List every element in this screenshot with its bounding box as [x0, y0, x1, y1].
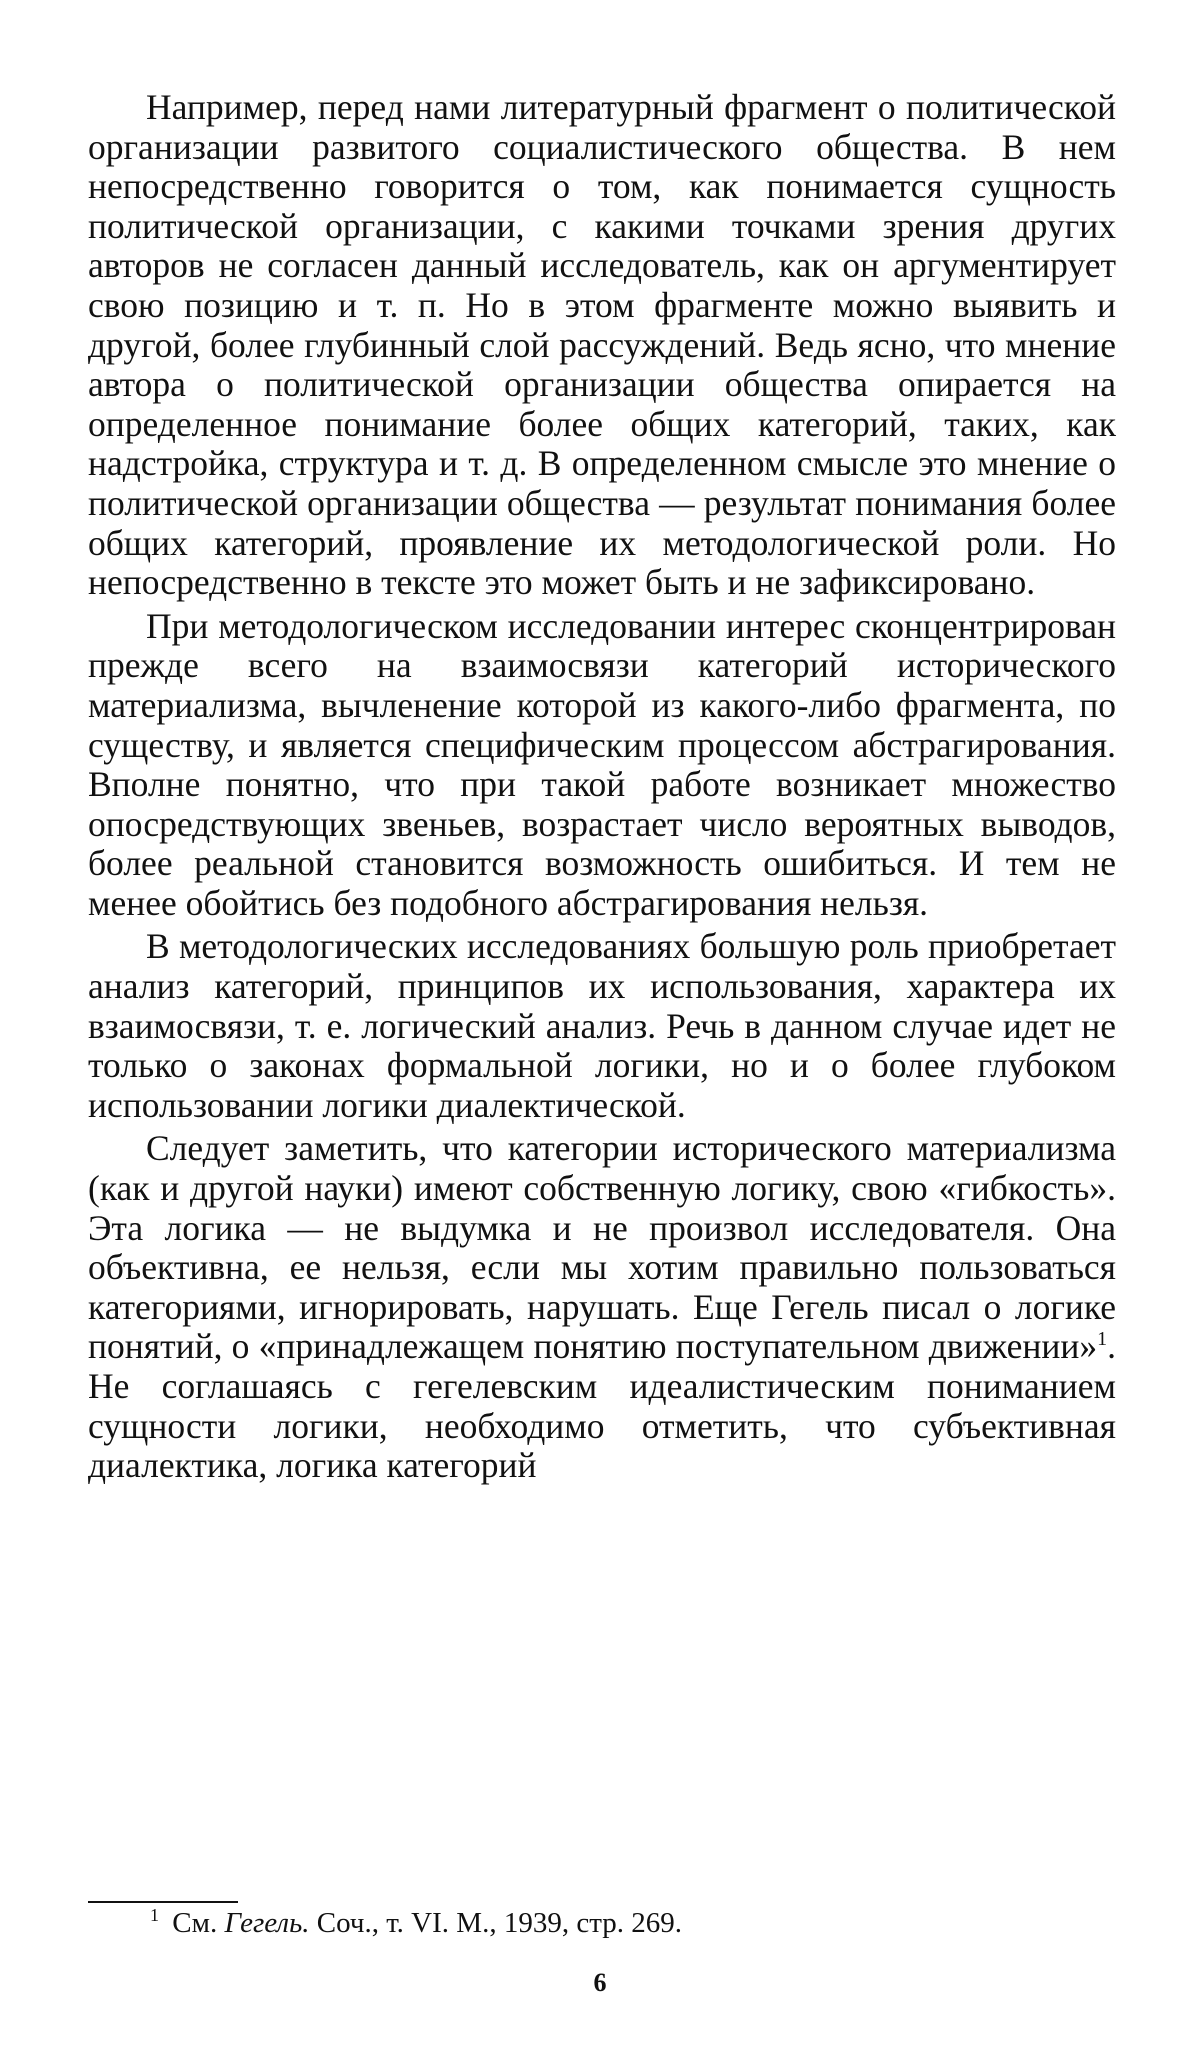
footnote-prefix: См.: [172, 1907, 218, 1939]
footnote-reference[interactable]: 1: [1097, 1328, 1108, 1351]
paragraph-4: [88, 1129, 1116, 1485]
paragraph-1: Например, перед нами литературный фрагмент о политической организации развитого социалистического общества. В нем непосредственно говорится о том, как понимается сущность политической организации, с какими точками зрения других авторов не согласен данный исследователь, как он аргументирует свою позицию и т. п. Но в этом фрагменте можно выявить и другой, более глубинный слой рассуждений. Ведь ясно, что мнение автора о политической организации общества опирается на определенное понимание более общих категорий, таких, как надстройка, структура и т. д. В определенном смысле это мнение о политической организации общества — результат понимания более общих категорий, проявление их методологической роли. Но непосредственно в тексте это может быть и не зафиксировано.: [88, 87, 1116, 603]
footnote-divider: [88, 1901, 238, 1903]
paragraph-2: При методологическом исследовании интерес сконцентрирован прежде всего на взаимосвязи категорий исторического материализма, вычленение которой из какого-либо фрагмента, по существу, и является специфическим процессом абстрагирования. Вполне понятно, что при такой работе возникает множество опосредствующих звеньев, возрастает число вероятных выводов, более реальной становится возможность ошибиться. И тем не менее обойтись без подобного абстрагирования нельзя.: [88, 605, 1116, 923]
page-body: [88, 88, 1116, 1486]
paragraph-4-text-start: Следует заметить, что категории исторического материализма (как и другой науки) имеют собственную логику, свою «гибкость». Эта логика — не выдумка и не произвол исследователя. Она объективна, ее нельзя, если мы хотим правильно пользоваться категориями, игнорировать, нарушать. Еще Гегель писал о логике понятий, о «принадлежащем понятию поступательном движении»: [88, 1128, 1116, 1367]
page-number: 6: [593, 1968, 607, 1997]
paragraph-3: В методологических исследованиях большую роль приобретает анализ категорий, принципов их использования, характера их взаимосвязи, т. е. логический анализ. Речь в данном случае идет не только о законах формальной логики, но и о более глубоком использовании логики диалектической.: [88, 926, 1116, 1125]
footnote-mark: 1: [150, 1905, 159, 1926]
paragraph-4-text-end: . Не соглашаясь с гегелевским идеалистическим пониманием сущности логики, необходимо отметить, что субъективная диалектика, логика категорий: [88, 1326, 1116, 1486]
footnote-author: Гегель.: [224, 1907, 310, 1939]
footnote: [150, 1906, 1110, 1940]
footnote-citation: Соч., т. VI. М., 1939, стр. 269.: [316, 1907, 682, 1939]
